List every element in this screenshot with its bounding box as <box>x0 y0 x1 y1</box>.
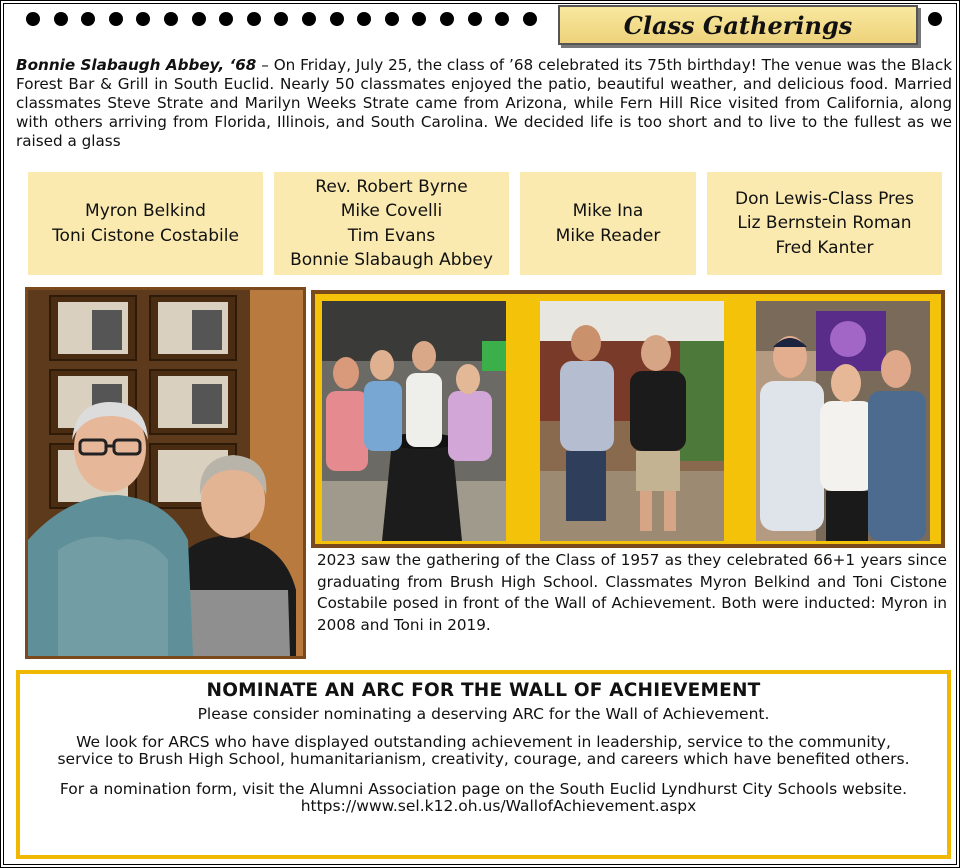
decorative-dot <box>164 12 178 26</box>
name: Fred Kanter <box>775 237 874 258</box>
name: Tim Evans <box>347 225 436 246</box>
party-photo-3 <box>756 301 930 541</box>
intro-paragraph <box>16 56 952 151</box>
party-photo-2 <box>540 301 724 541</box>
decorative-dot <box>302 12 316 26</box>
decorative-dot <box>26 12 40 26</box>
nominate-instructions <box>20 781 947 816</box>
nominate-form-text: For a nomination form, visit the Alumni Association page on the South Euclid Lyndhurst City Schools website. <box>59 779 908 798</box>
name: Rev. Robert Byrne <box>315 176 468 197</box>
name: Mike Reader <box>555 225 661 246</box>
party-photo-strip <box>311 290 945 548</box>
decorative-dot-row <box>26 10 546 30</box>
photo-caption: 2023 saw the gathering of the Class of 1957 as they celebrated 66+1 years since graduating from Brush High School. Classmates Myron Belkind and Toni Cistone Costabile posed in front of the Wall of Achievement. Both were inducted: Myron in 2008 and Toni in 2019. <box>317 551 947 634</box>
nominate-url-link[interactable]: https://www.sel.k12.oh.us/WallofAchievement.aspx <box>300 797 697 815</box>
decorative-dot <box>495 12 509 26</box>
name: Mike Ina <box>572 201 644 221</box>
section-title: Class Gatherings <box>623 10 853 40</box>
decorative-dot <box>81 12 95 26</box>
decorative-dot <box>385 12 399 26</box>
name: Toni Cistone Costabile <box>52 225 239 246</box>
decorative-dot <box>109 12 123 26</box>
name-box-1 <box>28 172 263 275</box>
decorative-dot <box>136 12 150 26</box>
decorative-dot <box>468 12 482 26</box>
name-box-2 <box>274 172 509 275</box>
decorative-dot <box>54 12 68 26</box>
name-box-3 <box>520 172 696 275</box>
name: Myron Belkind <box>85 201 206 221</box>
nominate-box <box>16 670 951 859</box>
nominate-title: NOMINATE AN ARC FOR THE WALL OF ACHIEVEMENT <box>206 680 761 701</box>
intro-text: – On Friday, July 25, the class of ’68 celebrated its 75th birthday! The venue was the Black Forest Bar & Grill in South Euclid. Nearly 50 classmates enjoyed the patio, beautiful weather, and delicious food. Married classmates Steve Strate and Marilyn Weeks Strate came from Arizona, while Fern Hill Rice visited from California, along with others arriving from Florida, Illinois, and South Carolina. We decided life is too short and to live to the fullest as we raised a glass <box>16 56 952 150</box>
name: Don Lewis-Class Pres <box>735 188 914 209</box>
nominate-criteria: We look for ARCS who have displayed outstanding achievement in leadership, service to the community, service to Brush High School, humanitarianism, creativity, courage, and careers which have benefited others. <box>57 732 910 768</box>
decorative-dot <box>247 12 261 26</box>
name-box-4 <box>707 172 942 275</box>
name: Mike Covelli <box>340 201 443 221</box>
decorative-dot <box>192 12 206 26</box>
decorative-dot <box>274 12 288 26</box>
section-header <box>558 5 918 45</box>
decorative-dot <box>219 12 233 26</box>
decorative-dot <box>330 12 344 26</box>
wall-of-achievement-photo <box>25 287 306 659</box>
party-photo-1 <box>322 301 506 541</box>
decorative-dot <box>412 12 426 26</box>
decorative-dot <box>523 12 537 26</box>
decorative-dot <box>928 12 942 26</box>
nominate-intro: Please consider nominating a deserving ARC for the Wall of Achievement. <box>197 705 770 723</box>
byline: Bonnie Slabaugh Abbey, ‘68 <box>16 56 257 74</box>
couple-photo-illustration <box>28 290 303 656</box>
decorative-dot <box>357 12 371 26</box>
decorative-dot <box>440 12 454 26</box>
name: Bonnie Slabaugh Abbey <box>290 250 493 270</box>
name: Liz Bernstein Roman <box>737 213 912 234</box>
